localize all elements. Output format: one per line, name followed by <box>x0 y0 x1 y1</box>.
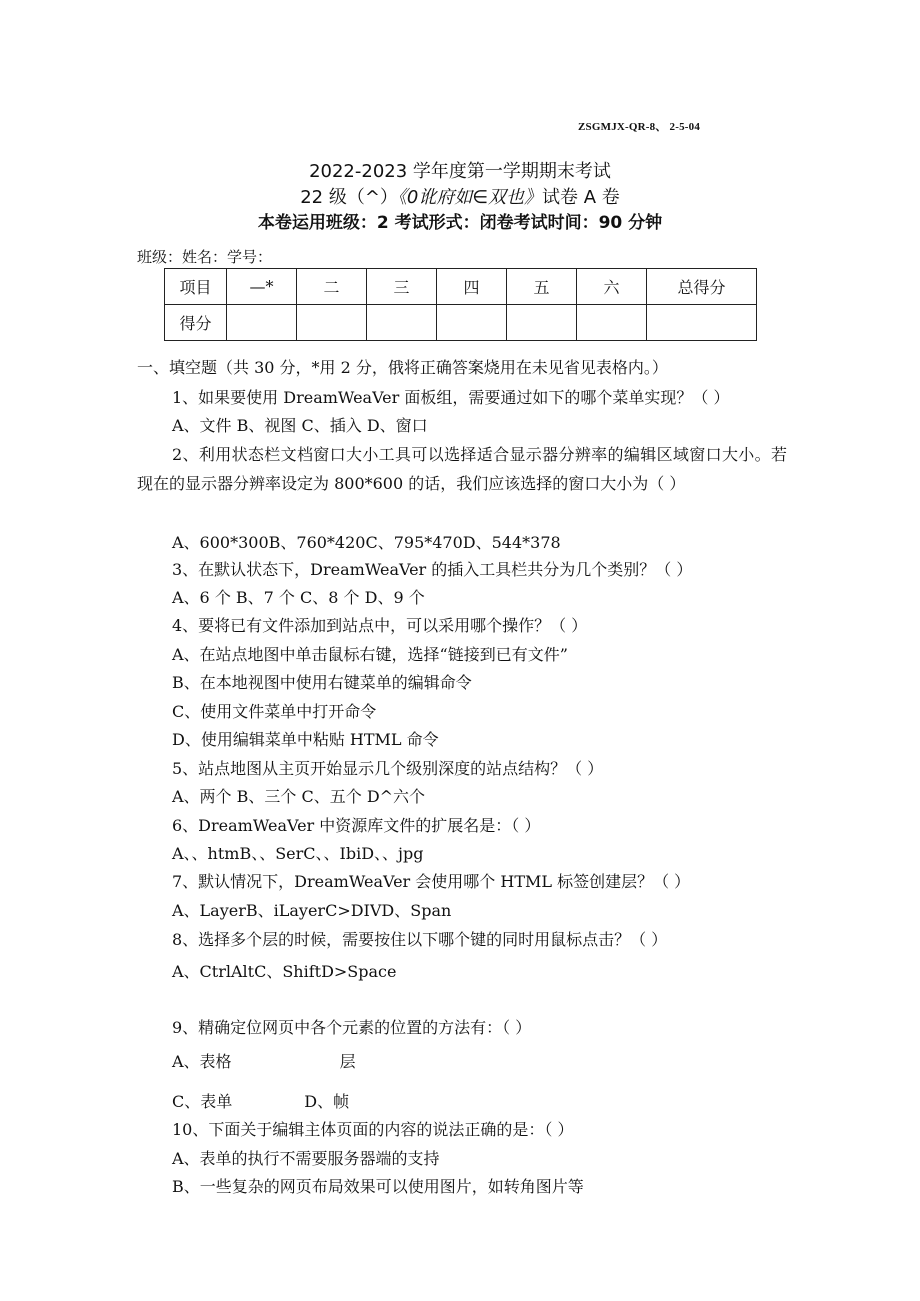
grade-label: 22 级（^） <box>300 187 398 208</box>
score-table-header-row <box>165 269 757 305</box>
score-cell <box>367 305 437 341</box>
question-9-option-d: D、帧 <box>304 1092 350 1111</box>
score-table-score-row <box>165 305 757 341</box>
score-header-cell: 六 <box>577 269 647 305</box>
question-4-option-a: A、在站点地图中单击鼠标右键，选择“链接到已有文件” <box>172 645 568 664</box>
question-7: 7、默认情况下，DreamWeaVer 会使用哪个 HTML 标签创建层？（ ） <box>172 872 691 891</box>
question-9-options-row2 <box>172 1088 349 1116</box>
question-7-options: A、LayerB、iLayerC>DIVD、Span <box>172 901 452 920</box>
score-header-cell: 总得分 <box>647 269 757 305</box>
question-9-options-row1 <box>172 1048 356 1076</box>
paper-label: 试卷 A 卷 <box>542 187 620 208</box>
question-2: 2、利用状态栏文档窗口大小工具可以选择适合显示器分辨率的编辑区域窗口大小。若现在的显示器分辨率设定为 800*600 的话，我们应该选择的窗口大小为（ ） <box>137 445 787 493</box>
score-cell <box>577 305 647 341</box>
question-10-option-a: A、表单的执行不需要服务器端的支持 <box>172 1149 440 1168</box>
question-8: 8、选择多个层的时候，需要按住以下哪个键的同时用鼠标点击？（ ） <box>172 930 668 949</box>
section-heading: 一、填空题（共 30 分，*用 2 分，俄将正确答案烧用在未见省见表格内。） <box>137 358 668 377</box>
exam-subtitle <box>0 186 920 210</box>
student-info-line: 班级：姓名：学号： <box>137 248 273 266</box>
question-1: 1、如果要使用 DreamWeaVer 面板组，需要通过如下的哪个菜单实现？（ ） <box>172 388 730 407</box>
score-table <box>164 268 757 341</box>
exam-info: 本卷运用班级：2 考试形式：闭卷考试时间：90 分钟 <box>257 213 663 233</box>
score-header-cell: 五 <box>507 269 577 305</box>
score-header-cell: 二 <box>297 269 367 305</box>
score-cell <box>227 305 297 341</box>
score-header-cell: 项目 <box>165 269 227 305</box>
score-cell <box>647 305 757 341</box>
question-5: 5、站点地图从主页开始显示几个级别深度的站点结构？（ ） <box>172 759 604 778</box>
question-1-options: A、文件 B、视图 C、插入 D、窗口 <box>172 416 428 435</box>
question-10-option-b: B、一些复杂的网页布局效果可以使用图片，如转角图片等 <box>172 1177 584 1196</box>
question-2-options: A、600*300B、760*420C、795*470D、544*378 <box>172 533 561 552</box>
question-8-options: A、CtrlAltC、ShiftD>Space <box>172 962 397 981</box>
question-3-options: A、6 个 B、7 个 C、8 个 D、9 个 <box>172 588 425 607</box>
question-4-option-b: B、在本地视图中使用右键菜单的编辑命令 <box>172 673 472 692</box>
score-header-cell: 三 <box>367 269 437 305</box>
score-cell <box>297 305 367 341</box>
question-9-option-b: 层 <box>339 1052 356 1071</box>
question-4: 4、要将已有文件添加到站点中，可以采用哪个操作？（ ） <box>172 616 588 635</box>
question-4-option-d: D、使用编辑菜单中粘贴 HTML 命令 <box>172 730 439 749</box>
score-header-cell: 四 <box>437 269 507 305</box>
document-code: ZSGMJX-QR-8、 2-5-04 <box>578 121 701 133</box>
score-header-cell: —* <box>227 269 297 305</box>
course-name: 《0讹府如∈双也》 <box>397 187 543 208</box>
question-3: 3、在默认状态下，DreamWeaVer 的插入工具栏共分为几个类别？（ ） <box>172 560 693 579</box>
score-row-label: 得分 <box>165 305 227 341</box>
exam-title: 2022-2023 学年度第一学期期末考试 <box>309 161 611 182</box>
question-9-option-c: C、表单 <box>172 1092 233 1111</box>
question-9: 9、精确定位网页中各个元素的位置的方法有：（ ） <box>172 1018 532 1037</box>
score-cell <box>437 305 507 341</box>
question-6: 6、DreamWeaVer 中资源库文件的扩展名是：（ ） <box>172 816 541 835</box>
question-5-options: A、两个 B、三个 C、五个 D^六个 <box>172 787 426 806</box>
question-9-option-a: A、表格 <box>172 1052 232 1071</box>
question-10: 10、下面关于编辑主体页面的内容的说法正确的是：（ ） <box>172 1120 574 1139</box>
question-6-options: A、、htmB、、SerC、、IbiD、、jpg <box>172 844 424 863</box>
score-cell <box>507 305 577 341</box>
question-4-option-c: C、使用文件菜单中打开命令 <box>172 702 377 721</box>
